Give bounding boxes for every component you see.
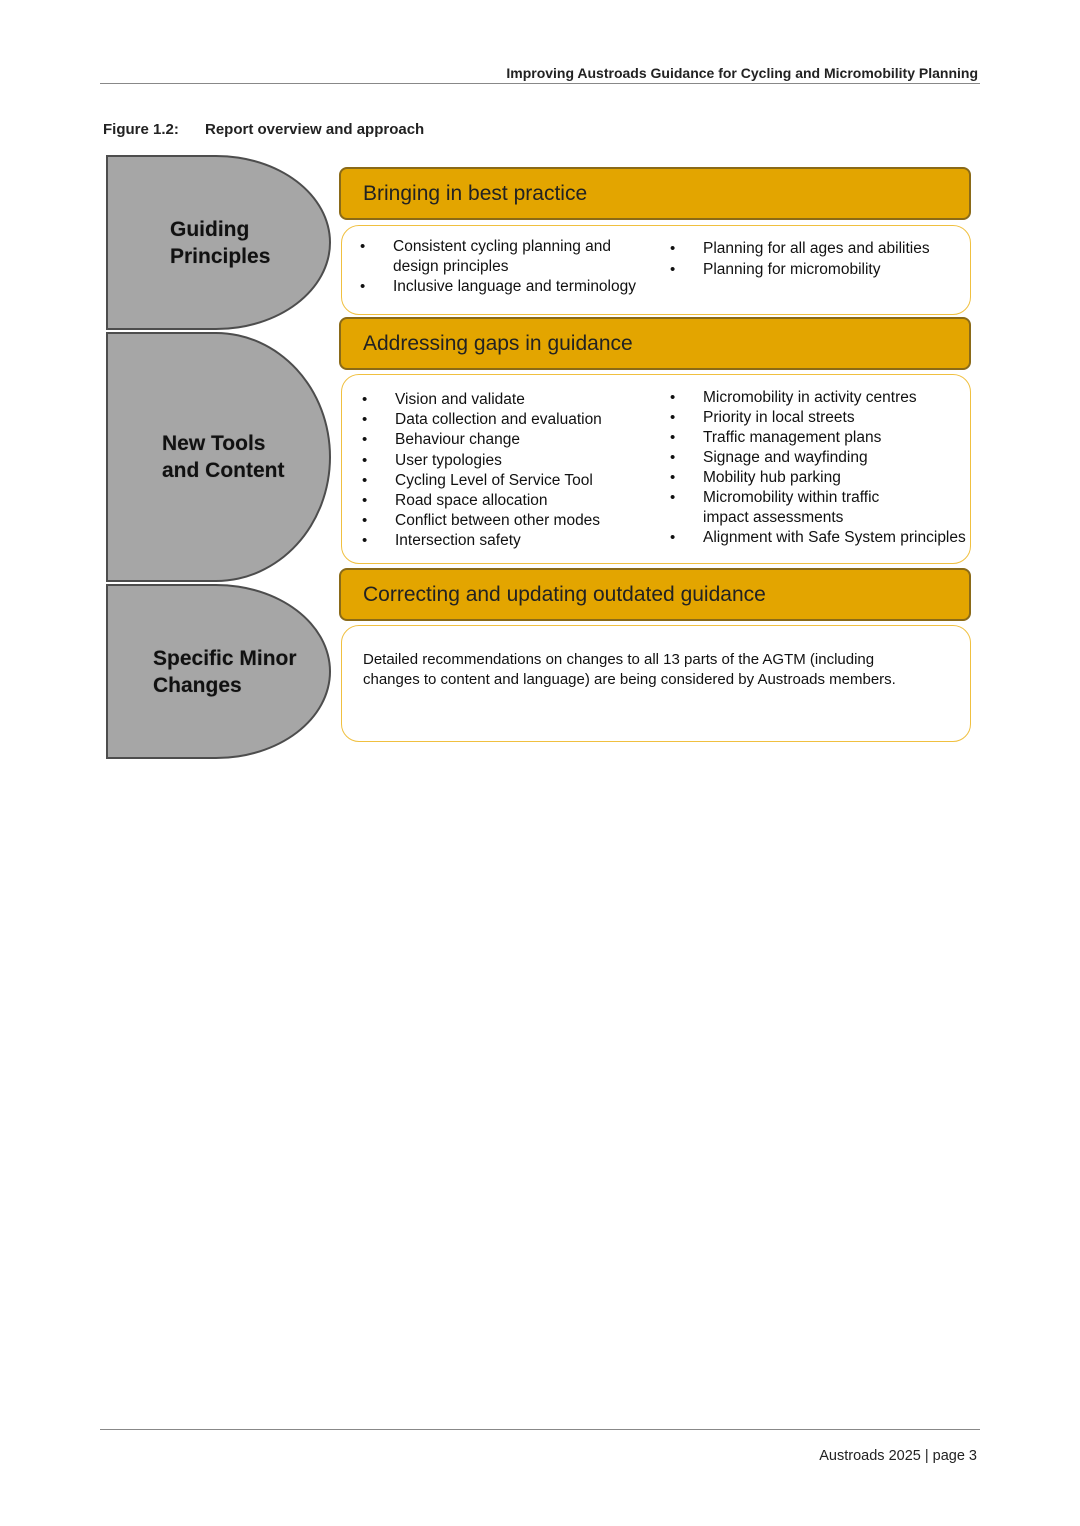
- section-heading-gaps: Addressing gaps in guidance: [339, 317, 971, 370]
- bullet-list-right: [670, 238, 960, 280]
- section-heading-best-practice: Bringing in best practice: [339, 167, 971, 220]
- list-item: • Planning for all ages and abilities: [670, 238, 960, 259]
- bullet-list-right: [670, 388, 970, 548]
- list-item: • Inclusive language and terminology: [360, 277, 660, 297]
- stage-specific-minor-changes: [106, 584, 331, 759]
- list-item: • Priority in local streets: [670, 408, 970, 428]
- stage-label: Guiding Principles: [170, 217, 271, 268]
- stage-new-tools-and-content: [106, 332, 331, 582]
- list-item: • Cycling Level of Service Tool: [362, 471, 652, 491]
- list-item: • Alignment with Safe System principles: [670, 528, 970, 548]
- list-item: • Vision and validate: [362, 390, 652, 410]
- section-panel-outdated-guidance: [341, 625, 971, 742]
- list-item: • Micromobility within traffic impact assessments: [670, 488, 970, 528]
- list-item: • Mobility hub parking: [670, 468, 970, 488]
- list-item: • Planning for micromobility: [670, 259, 960, 280]
- list-item: • Micromobility in activity centres: [670, 388, 970, 408]
- list-item: • Intersection safety: [362, 531, 652, 551]
- stage-guiding-principles: [106, 155, 331, 330]
- list-item: • Behaviour change: [362, 430, 652, 450]
- list-item: • Consistent cycling planning and design principles: [360, 237, 660, 277]
- list-item: • Signage and wayfinding: [670, 448, 970, 468]
- figure-title: Report overview and approach: [205, 121, 425, 138]
- bullet-list-left: [362, 390, 652, 552]
- list-item: • User typologies: [362, 451, 652, 471]
- section-heading-outdated-guidance: Correcting and updating outdated guidance: [339, 568, 971, 621]
- list-item: • Data collection and evaluation: [362, 410, 652, 430]
- section-panel-gaps: [341, 374, 971, 564]
- list-item: • Traffic management plans: [670, 428, 970, 448]
- figure-caption: [103, 121, 424, 138]
- page-footer: Austroads 2025 | page 3: [819, 1448, 977, 1464]
- stage-label: New Tools and Content: [162, 432, 285, 482]
- section-paragraph: Detailed recommendations on changes to all 13 parts of the AGTM (including changes to content and language) are being considered by Austroads members.: [363, 651, 896, 688]
- figure-number: Figure 1.2:: [103, 121, 179, 138]
- header-rule: [100, 83, 980, 84]
- footer-rule: [100, 1429, 980, 1430]
- bullet-list-left: [360, 237, 660, 297]
- list-item: • Road space allocation: [362, 491, 652, 511]
- list-item: • Conflict between other modes: [362, 511, 652, 531]
- section-panel-best-practice: [341, 225, 971, 315]
- stage-label: Specific Minor Changes: [153, 646, 297, 697]
- running-header: Improving Austroads Guidance for Cycling and Micromobility Planning: [506, 65, 978, 81]
